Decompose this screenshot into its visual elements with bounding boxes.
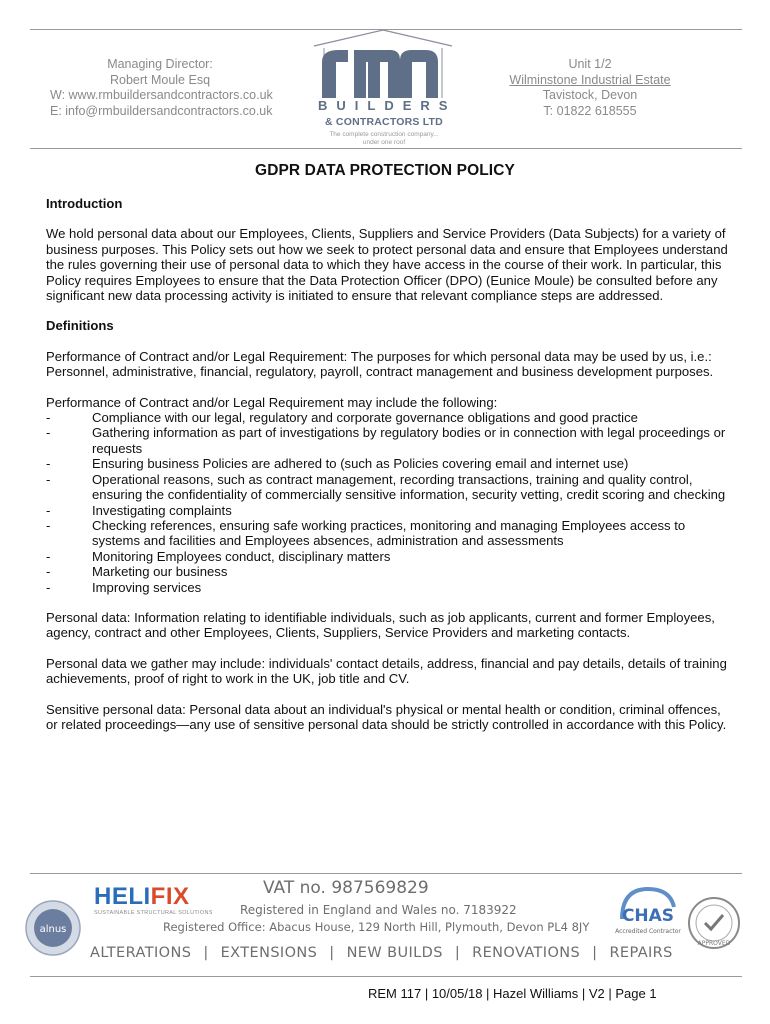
footer-banner bbox=[30, 873, 742, 977]
logo-builders: BUILDERS bbox=[318, 98, 457, 113]
company-logo bbox=[308, 28, 458, 148]
gathered-data-paragraph: Personal data we gather may include: individuals' contact details, address, financial and pay details, details of training achievements, proof of right to work in the UK, job title and CV. bbox=[46, 655, 727, 687]
chas-logo-icon bbox=[608, 881, 688, 941]
company-phone: T: 01822 618555 bbox=[543, 103, 637, 118]
list-item: - Marketing our business bbox=[46, 564, 228, 580]
performance-definition: Performance of Contract and/or Legal Requirement: The purposes for which personal data may be used by us, i.e.: Personnel, administrative, financial, regulatory, payroll, contract management and business development purposes. bbox=[46, 348, 714, 380]
logo-tagline-1: The complete construction company... bbox=[329, 131, 439, 138]
list-item: - Checking references, ensuring safe working practices, monitoring and managing Employees access to systems and facilities and Employees absences, administration and assessments bbox=[46, 517, 686, 549]
registered-office: Registered Office: Abacus House, 129 North Hill, Plymouth, Devon PL4 8JY bbox=[163, 920, 590, 934]
list-item: - Improving services bbox=[46, 579, 202, 595]
helifix-logo: HELIFIX bbox=[94, 883, 190, 910]
address-estate: Wilminstone Industrial Estate bbox=[509, 72, 671, 87]
list-item: - Investigating complaints bbox=[46, 502, 232, 518]
footer-bottom-rule bbox=[30, 976, 742, 977]
page-title: GDPR DATA PROTECTION POLICY bbox=[255, 162, 515, 179]
company-website: W: www.rmbuildersandcontractors.co.uk bbox=[50, 88, 273, 103]
service-item: EXTENSIONS bbox=[220, 945, 318, 961]
intro-heading: Introduction bbox=[46, 196, 123, 211]
address-unit: Unit 1/2 bbox=[568, 57, 612, 71]
alnus-badge-icon bbox=[24, 899, 82, 957]
intro-paragraph: We hold personal data about our Employees, Clients, Suppliers and Service Providers (Data Subjects) for a variety of business purposes. This Policy sets out how we seek to protect personal data and ensure that Employees understand the rules governing their use of personal data to which they have access in the course of their work. In particular, this Policy requires Employees to ensure that the Data Protection Officer (DPO) (Eunice Moule) be consulted before any significant new data processing activity is initiated to ensure that relevant compliance steps are addressed. bbox=[46, 226, 728, 304]
list-item: - Ensuring business Policies are adhered to (such as Policies covering email and internet use) bbox=[46, 456, 629, 472]
service-item: ALTERATIONS bbox=[90, 945, 192, 961]
alnus-label: alnus bbox=[39, 924, 67, 935]
registration-number: Registered in England and Wales no. 7183922 bbox=[240, 903, 517, 917]
service-item: REPAIRS bbox=[609, 945, 673, 961]
address-town: Tavistock, Devon bbox=[542, 88, 638, 103]
approved-seal-icon bbox=[686, 895, 742, 951]
director-title: Managing Director: bbox=[107, 57, 213, 71]
header-bottom-rule bbox=[30, 148, 742, 149]
list-item: - Gathering information as part of investigations by regulatory bodies or in connection with legal proceedings or requests bbox=[46, 425, 726, 456]
definitions-heading: Definitions bbox=[46, 318, 114, 334]
page-footer: REM 117 | 10/05/18 | Hazel Williams | V2 | Page 1 bbox=[368, 986, 657, 1001]
vat-number: VAT no. 987569829 bbox=[263, 878, 429, 898]
policy-body bbox=[46, 196, 736, 732]
director-name: Robert Moule Esq bbox=[109, 72, 211, 87]
company-email: E: info@rmbuildersandcontractors.co.uk bbox=[50, 103, 273, 118]
approved-label: APPROVED bbox=[697, 940, 731, 947]
service-item: RENOVATIONS bbox=[472, 945, 581, 961]
logo-tagline-2: under one roof bbox=[362, 139, 406, 146]
header-address-right bbox=[490, 57, 690, 119]
purpose-list bbox=[46, 410, 736, 595]
performance-intro: Performance of Contract and/or Legal Requirement may include the following: bbox=[46, 394, 498, 410]
chas-label: CHAS bbox=[621, 906, 675, 926]
header-contact-left bbox=[50, 57, 300, 119]
personal-data-definition: Personal data: Information relating to identifiable individuals, such as job applicants, current and former Employees, agency, contract and other Employees, Clients, Suppliers, Service Providers and marketing contacts. bbox=[46, 609, 715, 641]
chas-sub-label: Accredited Contractor bbox=[615, 928, 681, 935]
sensitive-data-definition: Sensitive personal data: Personal data about an individual's physical or mental health or condition, criminal offences, or related proceedings—any use of sensitive personal data should be strictly controlled in accordance with this Policy. bbox=[46, 701, 727, 732]
services-strip: ALTERATIONS | EXTENSIONS | NEW BUILDS | RENOVATIONS | REPAIRS bbox=[90, 945, 673, 961]
list-item: - Operational reasons, such as contract management, recording transactions, training and quality control, ensuring the confidentiality of commercially sensitive information, security vetting, credit scoring and checking bbox=[46, 471, 726, 503]
list-item: - Monitoring Employees conduct, disciplinary matters bbox=[46, 548, 391, 564]
helifix-tagline: SUSTAINABLE STRUCTURAL SOLUTIONS bbox=[94, 910, 213, 916]
service-item: NEW BUILDS bbox=[346, 945, 443, 961]
list-item: - Compliance with our legal, regulatory and corporate governance obligations and good practice bbox=[46, 410, 638, 426]
logo-contractors: & CONTRACTORS LTD bbox=[325, 116, 443, 128]
